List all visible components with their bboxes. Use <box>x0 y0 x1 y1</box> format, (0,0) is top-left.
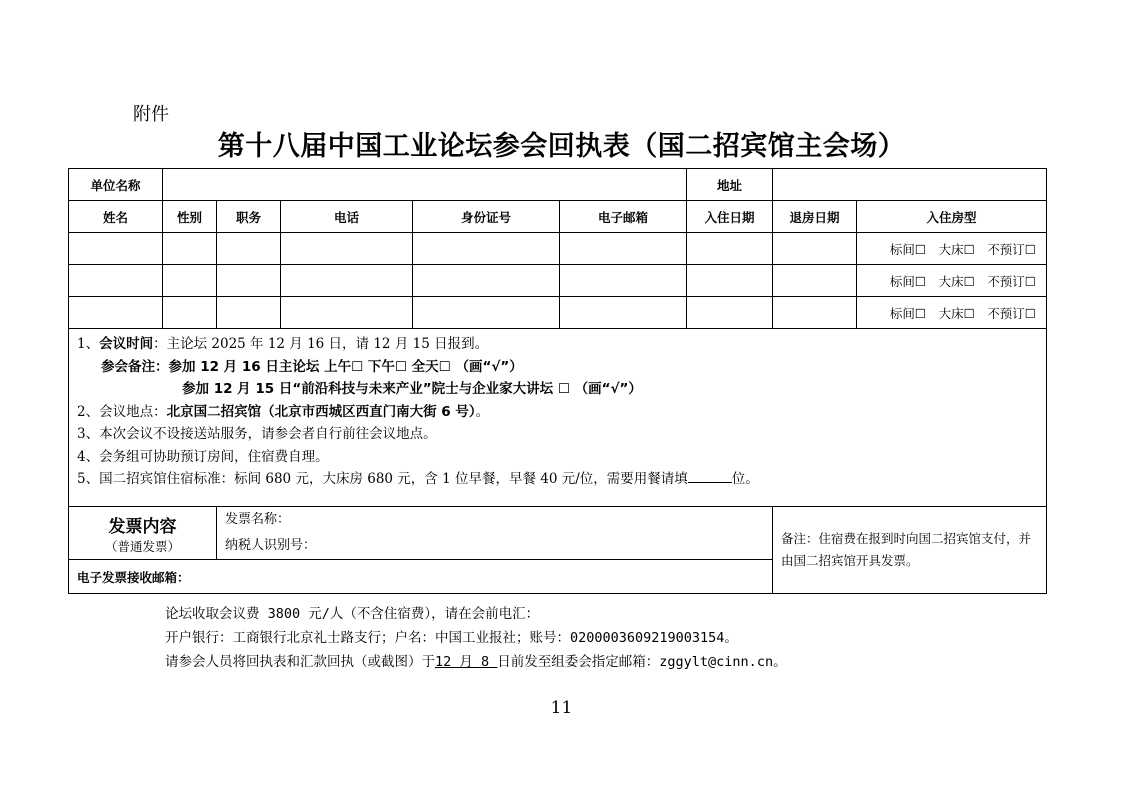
col-room-type: 入住房型 <box>857 201 1047 233</box>
taxpayer-id-field[interactable]: 纳税人识别号： <box>225 538 317 553</box>
unit-name-field[interactable] <box>163 169 687 201</box>
venue-period: 。 <box>475 403 490 420</box>
id-number-cell[interactable] <box>413 233 560 265</box>
position-cell[interactable] <box>217 297 281 329</box>
checkin-date-cell[interactable] <box>687 265 773 297</box>
name-cell[interactable] <box>69 297 163 329</box>
position-cell[interactable] <box>217 233 281 265</box>
submit-text: 请参会人员将回执表和汇款回执（或截图）于 <box>165 654 435 670</box>
room-type-options[interactable]: 标间☐ 大床☐ 不预订☐ <box>857 233 1047 265</box>
meal-count-blank[interactable] <box>688 469 732 483</box>
checkin-date-cell[interactable] <box>687 233 773 265</box>
checkin-date-cell[interactable] <box>687 297 773 329</box>
meeting-time-label: 会议时间 <box>99 336 154 352</box>
submit-email-text: 日前发至组委会指定邮箱：zggylt@cinn.cn。 <box>497 654 787 670</box>
gender-cell[interactable] <box>163 265 217 297</box>
email-cell[interactable] <box>560 233 687 265</box>
col-position: 职务 <box>217 201 281 233</box>
page-number: 11 <box>550 698 573 718</box>
phone-cell[interactable] <box>281 265 413 297</box>
col-checkout-date: 退房日期 <box>773 201 857 233</box>
room-type-options[interactable]: 标间☐ 大床☐ 不预订☐ <box>857 297 1047 329</box>
annex-label: 附件 <box>133 104 169 125</box>
registration-form <box>68 168 1047 594</box>
accommodation-note-end: 位。 <box>731 471 759 487</box>
venue-label: 2、会议地点： <box>77 403 167 420</box>
unit-name-label: 单位名称 <box>69 169 163 201</box>
col-email: 电子邮箱 <box>560 201 687 233</box>
address-field[interactable] <box>773 169 1047 201</box>
invoice-title: 发票内容 <box>108 516 177 537</box>
note-index: 1、 <box>77 336 100 352</box>
column-header-row <box>69 201 1047 233</box>
address-label: 地址 <box>687 169 773 201</box>
attendee-row <box>69 297 1047 329</box>
invoice-row <box>69 507 1047 560</box>
col-gender: 性别 <box>163 201 217 233</box>
invoice-heading <box>69 507 217 560</box>
room-type-options[interactable]: 标间☐ 大床☐ 不预订☐ <box>857 265 1047 297</box>
venue-address: 北京国二招宾馆（北京市西城区西直门南大街 6 号） <box>166 403 476 420</box>
checkout-date-cell[interactable] <box>773 265 857 297</box>
page-title: 第十八届中国工业论坛参会回执表（国二招宾馆主会场） <box>217 131 906 162</box>
invoice-subtitle: （普通发票） <box>104 538 180 554</box>
gender-cell[interactable] <box>163 297 217 329</box>
invoice-name-field[interactable]: 发票名称： <box>225 512 291 527</box>
attendance-note: 参会备注：参加 12 月 16 日主论坛 上午☐ 下午☐ 全天☐ （画“√”） <box>101 358 523 375</box>
col-phone: 电话 <box>281 201 413 233</box>
col-id-number: 身份证号 <box>413 201 560 233</box>
id-number-cell[interactable] <box>413 297 560 329</box>
accommodation-note: 5、国二招宾馆住宿标准：标间 680 元，大床房 680 元，含 1 位早餐，早餐 40 元/位，需要用餐请填 <box>77 471 688 487</box>
meeting-notes <box>69 329 1047 507</box>
note-line <box>77 401 1038 424</box>
position-cell[interactable] <box>217 265 281 297</box>
email-cell[interactable] <box>560 265 687 297</box>
meeting-time-text: ：主论坛 2025 年 12 月 16 日，请 12 月 15 日报到。 <box>153 336 489 352</box>
unit-row <box>69 169 1047 201</box>
invoice-fields <box>217 507 773 560</box>
shuttle-note: 3、本次会议不设接送站服务，请参会者自行前往会议地点。 <box>77 426 437 442</box>
payment-info <box>165 602 787 674</box>
email-cell[interactable] <box>560 297 687 329</box>
note-line <box>77 468 1038 491</box>
notes-row <box>69 329 1047 507</box>
bank-line: 开户银行：工商银行北京礼士路支行；户名：中国工业报社；账号：0200003609219003154。 <box>165 630 738 646</box>
submit-line <box>165 650 787 674</box>
id-number-cell[interactable] <box>413 265 560 297</box>
gender-cell[interactable] <box>163 233 217 265</box>
checkout-date-cell[interactable] <box>773 297 857 329</box>
phone-cell[interactable] <box>281 233 413 265</box>
invoice-remark: 备注：住宿费在报到时向国二招宾馆支付，并由国二招宾馆开具发票。 <box>773 507 1047 594</box>
fee-line: 论坛收取会议费 3800 元/人（不含住宿费），请在会前电汇： <box>165 606 540 622</box>
checkout-date-cell[interactable] <box>773 233 857 265</box>
attendee-row <box>69 265 1047 297</box>
phone-cell[interactable] <box>281 297 413 329</box>
name-cell[interactable] <box>69 265 163 297</box>
lecture-note: 参加 12 月 15 日“前沿科技与未来产业”院士与企业家大讲坛 ☐ （画“√”） <box>182 381 642 397</box>
attendee-row <box>69 233 1047 265</box>
deadline-date: 12 月 8 <box>435 654 498 670</box>
invoice-email-field[interactable]: 电子发票接收邮箱： <box>69 560 773 594</box>
note-line <box>77 333 1038 356</box>
name-cell[interactable] <box>69 233 163 265</box>
booking-note: 4、会务组可协助预订房间，住宿费自理。 <box>77 448 329 465</box>
col-name: 姓名 <box>69 201 163 233</box>
col-checkin-date: 入住日期 <box>687 201 773 233</box>
